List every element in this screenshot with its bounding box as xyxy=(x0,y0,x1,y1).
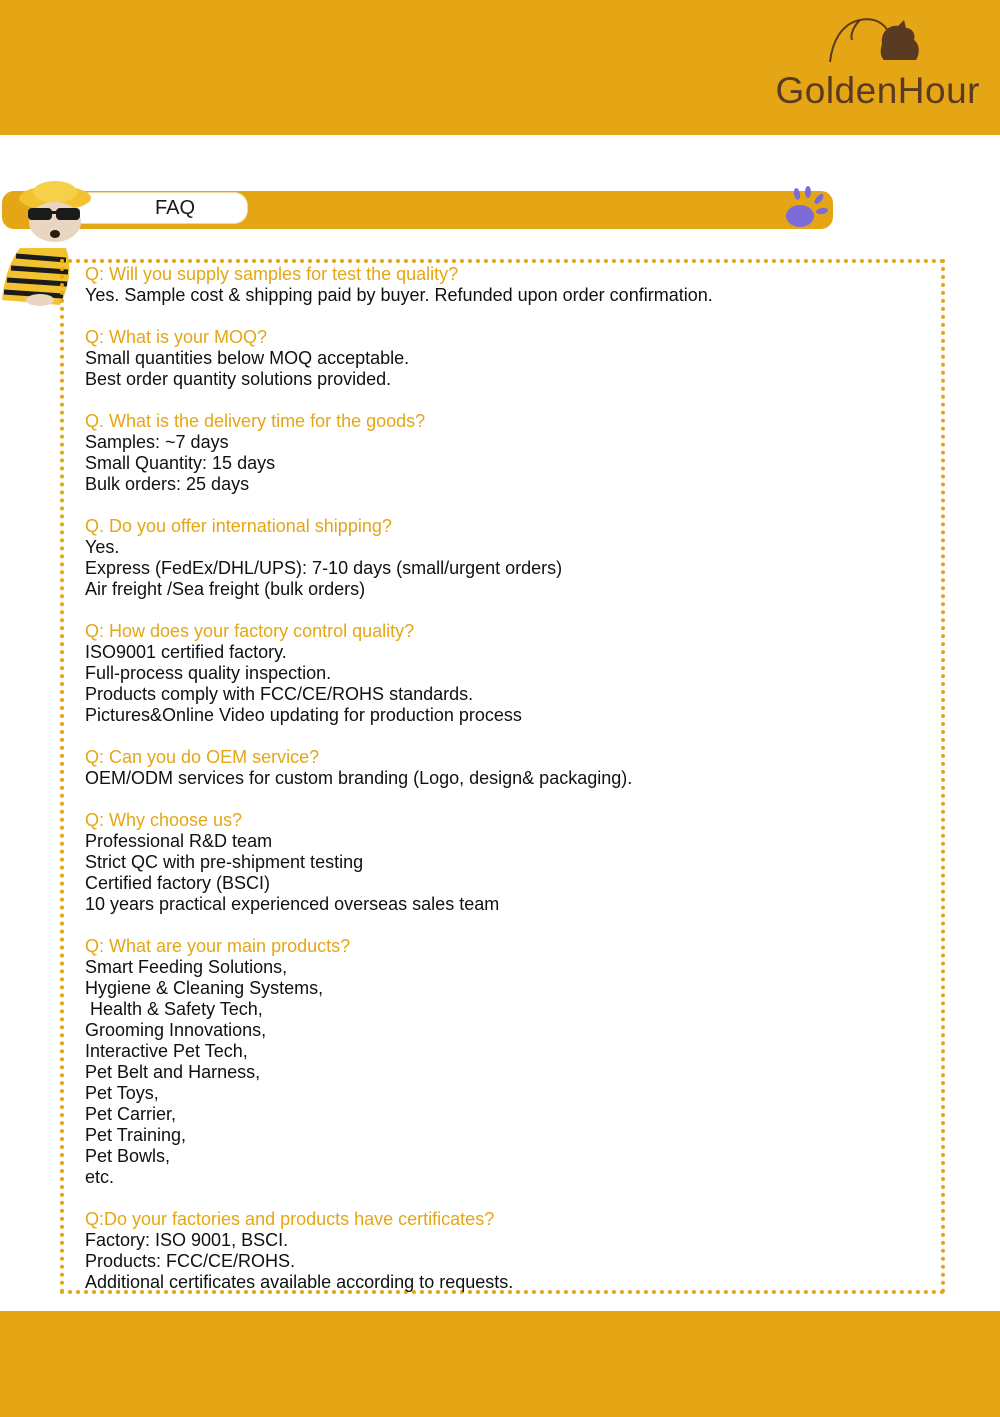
faq-item xyxy=(85,411,935,495)
faq-question: Q: Why choose us? xyxy=(85,810,243,830)
brand-name: GoldenHour xyxy=(775,70,980,111)
faq-answer-line: OEM/ODM services for custom branding (Logo, design& packaging). xyxy=(85,768,633,788)
faq-item xyxy=(85,810,935,915)
brand-logo xyxy=(765,14,980,114)
faq-answer-line: Yes. xyxy=(85,537,120,557)
faq-answer-line: Pet Toys, xyxy=(85,1083,159,1103)
faq-item xyxy=(85,747,935,789)
faq-answer-line: Yes. Sample cost & shipping paid by buyer. Refunded upon order confirmation. xyxy=(85,285,713,305)
faq-answer-line: etc. xyxy=(85,1167,115,1187)
faq-answer-line: Samples: ~7 days xyxy=(85,432,229,452)
faq-answer-line: Air freight /Sea freight (bulk orders) xyxy=(85,579,366,599)
faq-answer-line: Express (FedEx/DHL/UPS): 7-10 days (small/urgent orders) xyxy=(85,558,563,578)
faq-item xyxy=(85,327,935,390)
faq-answer-line: ISO9001 certified factory. xyxy=(85,642,287,662)
faq-answer-line: Small Quantity: 15 days xyxy=(85,453,276,473)
faq-answer-line: Interactive Pet Tech, xyxy=(85,1041,248,1061)
faq-answer-line: Additional certificates available according to requests. xyxy=(85,1272,514,1292)
faq-item xyxy=(85,1209,935,1293)
faq-answer-line: Pet Training, xyxy=(85,1125,187,1145)
faq-answer-line: Full-process quality inspection. xyxy=(85,663,332,683)
faq-answer-line: Certified factory (BSCI) xyxy=(85,873,271,893)
faq-answer-line: Strict QC with pre-shipment testing xyxy=(85,852,364,872)
faq-question: Q: What is your MOQ? xyxy=(85,327,268,347)
faq-answer-line: Products comply with FCC/CE/ROHS standards. xyxy=(85,684,474,704)
faq-answer-line: Products: FCC/CE/ROHS. xyxy=(85,1251,296,1271)
faq-list xyxy=(85,264,935,1314)
faq-answer-line: Grooming Innovations, xyxy=(85,1020,267,1040)
faq-answer-line: Best order quantity solutions provided. xyxy=(85,369,392,389)
faq-answer-line: 10 years practical experienced overseas sales team xyxy=(85,894,500,914)
faq-answer-line: Smart Feeding Solutions, xyxy=(85,957,288,977)
faq-answer-line: Bulk orders: 25 days xyxy=(85,474,250,494)
faq-answer-line: Hygiene & Cleaning Systems, xyxy=(85,978,324,998)
faq-answer-line: Factory: ISO 9001, BSCI. xyxy=(85,1230,289,1250)
faq-item xyxy=(85,264,935,306)
faq-answer-line: Health & Safety Tech, xyxy=(85,999,263,1019)
faq-item xyxy=(85,936,935,1188)
dog-cat-logo-icon xyxy=(820,14,940,72)
faq-question: Q: How does your factory control quality? xyxy=(85,621,415,641)
faq-question: Q: Can you do OEM service? xyxy=(85,747,320,767)
faq-answer-line: Pictures&Online Video updating for production process xyxy=(85,705,522,725)
faq-question: Q. What is the delivery time for the goods? xyxy=(85,411,426,431)
section-title: FAQ xyxy=(155,197,196,219)
faq-answer-line: Pet Belt and Harness, xyxy=(85,1062,261,1082)
faq-answer-line: Professional R&D team xyxy=(85,831,273,851)
faq-question: Q:Do your factories and products have certificates? xyxy=(85,1209,495,1229)
footer-band xyxy=(0,1311,1000,1417)
faq-item xyxy=(85,621,935,726)
faq-question: Q: Will you supply samples for test the quality? xyxy=(85,264,459,284)
faq-question: Q: What are your main products? xyxy=(85,936,351,956)
paw-icon xyxy=(782,186,832,230)
faq-item xyxy=(85,516,935,600)
faq-question: Q. Do you offer international shipping? xyxy=(85,516,392,536)
faq-answer-line: Pet Bowls, xyxy=(85,1146,171,1166)
faq-answer-line: Small quantities below MOQ acceptable. xyxy=(85,348,410,368)
faq-answer-line: Pet Carrier, xyxy=(85,1104,177,1124)
